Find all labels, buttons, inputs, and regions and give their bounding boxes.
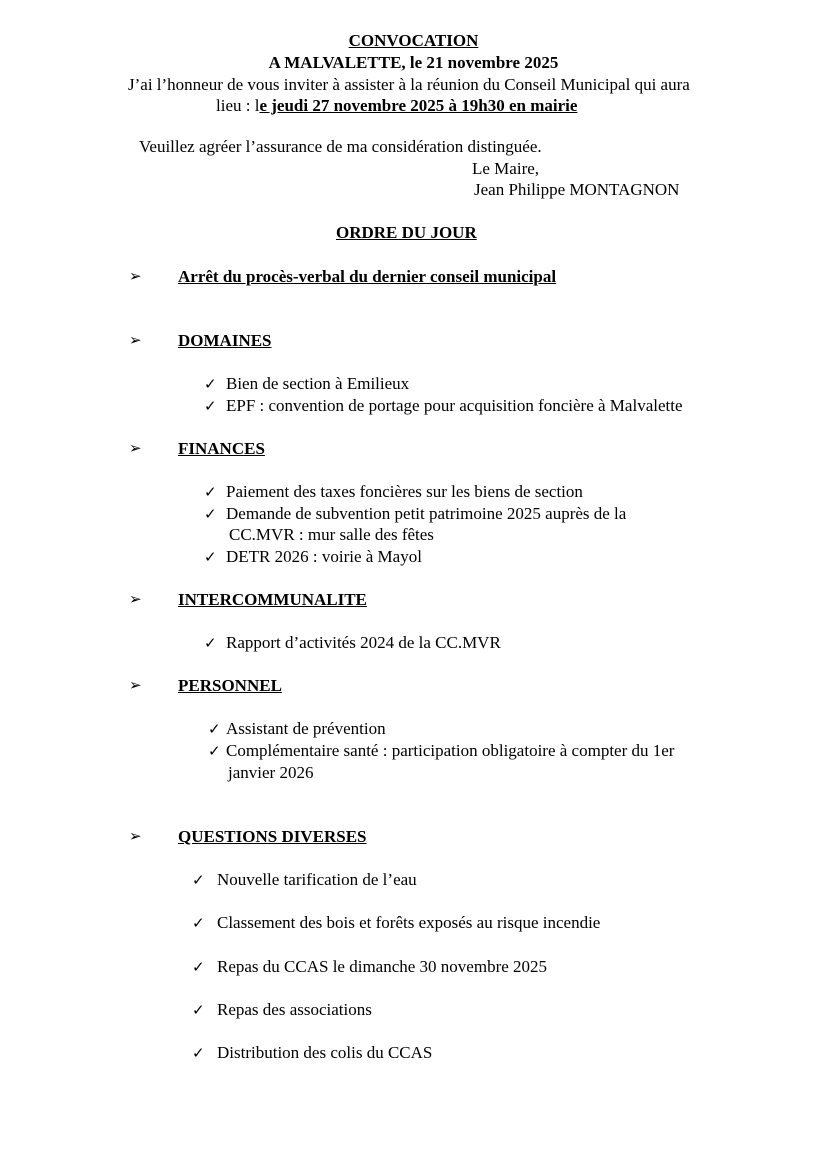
check-icon: ✓ (192, 958, 205, 976)
check-icon: ✓ (204, 375, 217, 393)
list-item: ✓ Assistant de prévention (208, 719, 386, 738)
list-item: ✓ Rapport d’activités 2024 de la CC.MVR (204, 633, 501, 652)
politeness-formula: Veuillez agréer l’assurance de ma considération distinguée. (139, 137, 542, 156)
check-icon: ✓ (204, 634, 217, 652)
list-item: ✓ DETR 2026 : voirie à Mayol (204, 547, 422, 566)
check-icon: ✓ (204, 548, 217, 566)
section-title: PERSONNEL (178, 676, 282, 695)
list-item-continuation: janvier 2026 (228, 763, 314, 782)
arrow-bullet-icon: ➢ (129, 331, 142, 349)
invitation-line-1: J’ai l’honneur de vous inviter à assister à la réunion du Conseil Municipal qui aura (128, 75, 690, 94)
list-item: ✓ Bien de section à Emilieux (204, 374, 410, 393)
check-icon: ✓ (208, 720, 221, 738)
section-title: INTERCOMMUNALITE (178, 590, 367, 609)
arrow-bullet-icon: ➢ (129, 267, 142, 285)
signer-role: Le Maire, (472, 159, 540, 178)
list-item-continuation: CC.MVR : mur salle des fêtes (229, 525, 434, 544)
section-title: Arrêt du procès-verbal du dernier conseil municipal (178, 267, 557, 286)
arrow-bullet-icon: ➢ (129, 439, 142, 457)
list-item: ✓ EPF : convention de portage pour acquisition foncière à Malvalette (204, 396, 683, 415)
check-icon: ✓ (204, 397, 217, 415)
arrow-bullet-icon: ➢ (129, 676, 142, 694)
list-item: ✓ Demande de subvention petit patrimoine 2025 auprès de la (204, 504, 627, 523)
section-title: DOMAINES (178, 331, 272, 350)
invitation-line-2 (216, 95, 577, 116)
check-icon: ✓ (192, 871, 205, 889)
check-icon: ✓ (192, 1044, 205, 1062)
arrow-bullet-icon: ➢ (129, 590, 142, 608)
list-item: ✓ Classement des bois et forêts exposés au risque incendie (192, 913, 601, 932)
list-item: ✓ Distribution des colis du CCAS (192, 1043, 433, 1062)
agenda-heading: ORDRE DU JOUR (336, 223, 477, 242)
list-item: ✓ Repas des associations (192, 1000, 372, 1019)
check-icon: ✓ (204, 483, 217, 501)
arrow-bullet-icon: ➢ (129, 827, 142, 845)
place-date: A MALVALETTE, le 21 novembre 2025 (268, 53, 559, 72)
document-title: CONVOCATION (348, 31, 479, 50)
signer-name: Jean Philippe MONTAGNON (474, 180, 680, 199)
check-icon: ✓ (204, 505, 217, 523)
invitation-prefix: lieu : l (216, 96, 260, 115)
check-icon: ✓ (192, 1001, 205, 1019)
list-item: ✓ Paiement des taxes foncières sur les biens de section (204, 482, 583, 501)
meeting-date: e jeudi 27 novembre 2025 à 19h30 en mairie (259, 96, 578, 115)
check-icon: ✓ (192, 914, 205, 932)
section-title: QUESTIONS DIVERSES (178, 827, 367, 846)
list-item: ✓ Complémentaire santé : participation obligatoire à compter du 1er (208, 741, 675, 760)
list-item: ✓ Repas du CCAS le dimanche 30 novembre 2025 (192, 957, 548, 976)
section-title: FINANCES (178, 439, 265, 458)
list-item: ✓ Nouvelle tarification de l’eau (192, 870, 417, 889)
check-icon: ✓ (208, 742, 221, 760)
